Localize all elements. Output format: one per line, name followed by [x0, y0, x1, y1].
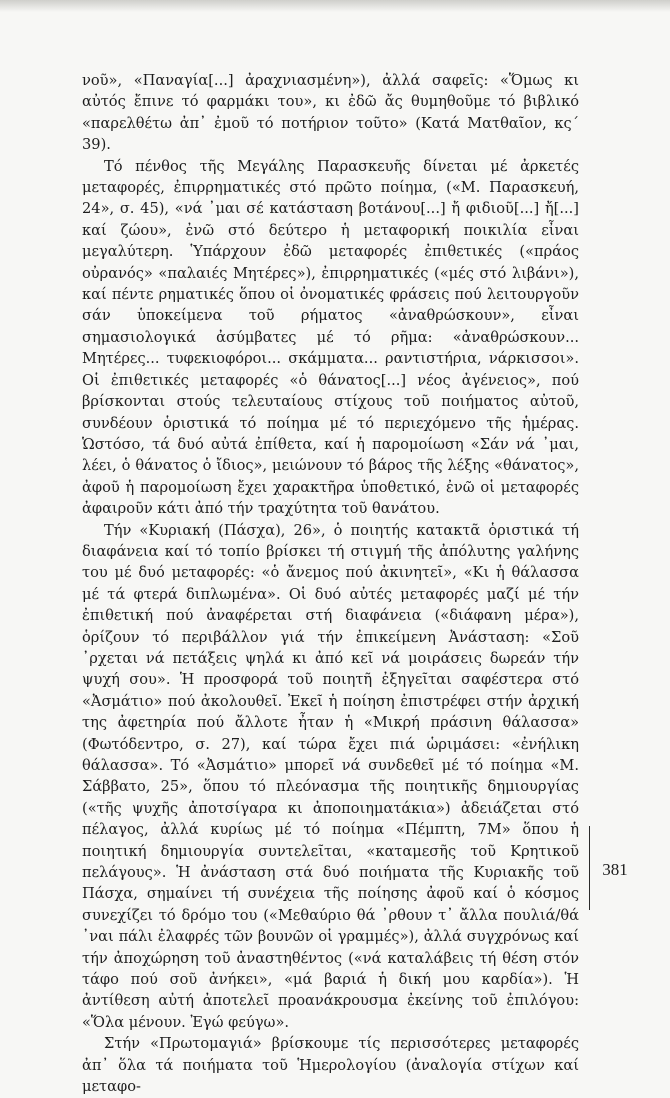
- page-number: 381: [602, 860, 628, 879]
- paragraph-continuation: νοῦ», «Παναγία[...] ἀραχνιασμένη»), ἀλλά σαφεῖς: «Ὅμως κι αὐτός ἔπινε τό φαρμάκι του», κι ἐδῶ ἄς θυμηθοῦμε τό βιβλικό «παρελθέτω ἀπ᾽ ἐμοῦ τό ποτήριον τοῦτο» (Κατά Ματθαῖον, κς΄ 39).: [82, 72, 579, 154]
- page-body-text: [82, 70, 579, 1098]
- paragraph-good-friday: Τό πένθος τῆς Μεγάλης Παρασκευῆς δίνεται μέ ἀρκετές μεταφορές, ἐπιρρηματικές στό πρῶτο ποίημα, («Μ. Παρασκευή, 24», σ. 45), «νά ᾽μαι σέ κατάσταση βοτάνου[...] ἤ φιδιοῦ[...] ἤ[...] καί ζώου», ἐνῶ στό δεύτερο ἡ μεταφορική ποικιλία εἶναι μεγαλύτερη. Ὑπάρχουν ἐδῶ μεταφορές ἐπιθετικές («πράος οὐρανός» «παλαιές Μητέρες»), ἐπιρρηματικές («μές στό λιβάνι»), καί πέντε ρηματικές ὅπου οἱ ὀνοματικές φράσεις πού λειτουργοῦν σάν ὑποκείμενα τοῦ ρήματος «ἀναθρώσκουν», εἶναι σημασιολογικά ἀσύμβατες μέ τό ρῆμα: «ἀναθρώσκουν... Μητέρες... τυφεκιοφόροι... σκάμματα... ραντιστήρια, νάρκισσοι». Οἱ ἐπιθετικές μεταφορές «ὁ θάνατος[...] νέος ἀγένειος», πού βρίσκονται στούς τελευταίους στίχους τοῦ ποιήματος αὐτοῦ, συνδέουν ὁριστικά τό ποίημα μέ τό περιεχόμενο τῆς ἡμέρας. Ὡστόσο, τά δυό αὐτά ἐπίθετα, καί ἡ παρομοίωση «Σάν νά ᾽μαι, λέει, ὁ θάνατος ὁ ἴδιος», μειώνουν τό βάρος τῆς λέξης «θάνατος», ἀφοῦ ἡ παρομοίωση ἔχει χαρακτῆρα ὑποθετικό, ἐνῶ οἱ μεταφορές ἀφαιροῦν κάτι ἀπό τήν τραχύτητα τοῦ θανάτου.: [82, 157, 579, 518]
- page-number-divider: [589, 826, 590, 910]
- paragraph-may-day: Στήν «Πρωτομαγιά» βρίσκουμε τίς περισσότερες μεταφορές ἀπ᾽ ὅλα τά ποιήματα τοῦ Ἡμερολογίου (ἀναλογία στίχων καί μεταφο-: [82, 1035, 579, 1096]
- paragraph-easter-sunday: Τήν «Κυριακή (Πάσχα), 26», ὁ ποιητής κατακτᾶ ὁριστικά τή διαφάνεια καί τό τοπίο βρίσκει τή στιγμή τῆς ἀπόλυτης γαλήνης του μέ δυό μεταφορές: «ὁ ἄνεμος πού ἀκινητεῖ», «Κι ἡ θάλασσα μέ τά φτερά διπλωμένα». Οἱ δυό αὐτές μεταφορές μαζί μέ τήν ἐπιθετική πού ἀναφέρεται στή διαφάνεια («διάφανη μέρα»), ὁρίζουν τό περιβάλλον γιά τήν ἐπικείμενη Ἀνάσταση: «Σοῦ ᾽ρχεται νά πετάξεις ψηλά κι ἀπό κεῖ νά μοιράσεις δωρεάν τήν ψυχή σου». Ἡ προσφορά τοῦ ποιητῆ ἐξηγεῖται σαφέστερα στό «Ἀσμάτιο» πού ἀκολουθεῖ. Ἐκεῖ ἡ ποίηση ἐπιστρέφει στήν ἀρχική της ἀφετηρία πού ἄλλοτε ἦταν ἡ «Μικρή πράσινη θάλασσα» (Φωτόδεντρο, σ. 27), καί τώρα ἔχει πιά ὡριμάσει: «ἐνήλικη θάλασσα». Τό «Ἀσμάτιο» μπορεῖ νά συνδεθεῖ μέ τό ποίημα «Μ. Σάββατο, 25», ὅπου τό πλεόνασμα τῆς ποιητικῆς δημιουργίας («τῆς ψυχῆς ἀποτσίγαρα κι ἀποποιηματάκια») ἀδειάζεται στό πέλαγος, ἀλλά κυρίως μέ τό ποίημα «Πέμπτη, 7Μ» ὅπου ἡ ποιητική δημιουργία συντελεῖται, «καταμεσῆς τοῦ Κρητικοῦ πελάγους». Ἡ ἀνάσταση στά δυό ποιήματα τῆς Κυριακῆς τοῦ Πάσχα, σημαίνει τή συνέχεια τῆς ποίησης ἀφοῦ καί ὁ κόσμος συνεχίζει τό δρόμο του («Μεθαύριο θά ᾽ρθουν τ᾽ ἄλλα πουλιά/θά ᾽ναι πάλι ἐλαφρές τῶν βουνῶν οἱ γραμμές»), ἀλλά συγχρόνως καί τήν ἀποχώρηση τοῦ ἀναστηθέντος («νά καταλάβεις τή θέση στόν τάφο πού σοῦ ἀνήκει», «μά βαριά ἡ δική μου καρδία»). Ἡ ἀντίθεση αὐτή ἀποτελεῖ προανάκρουσμα ἐκείνης τοῦ ἐπιλόγου: «Ὅλα μένουν. Ἐγώ φεύγω».: [82, 521, 579, 1031]
- scan-shadow: [0, 0, 670, 12]
